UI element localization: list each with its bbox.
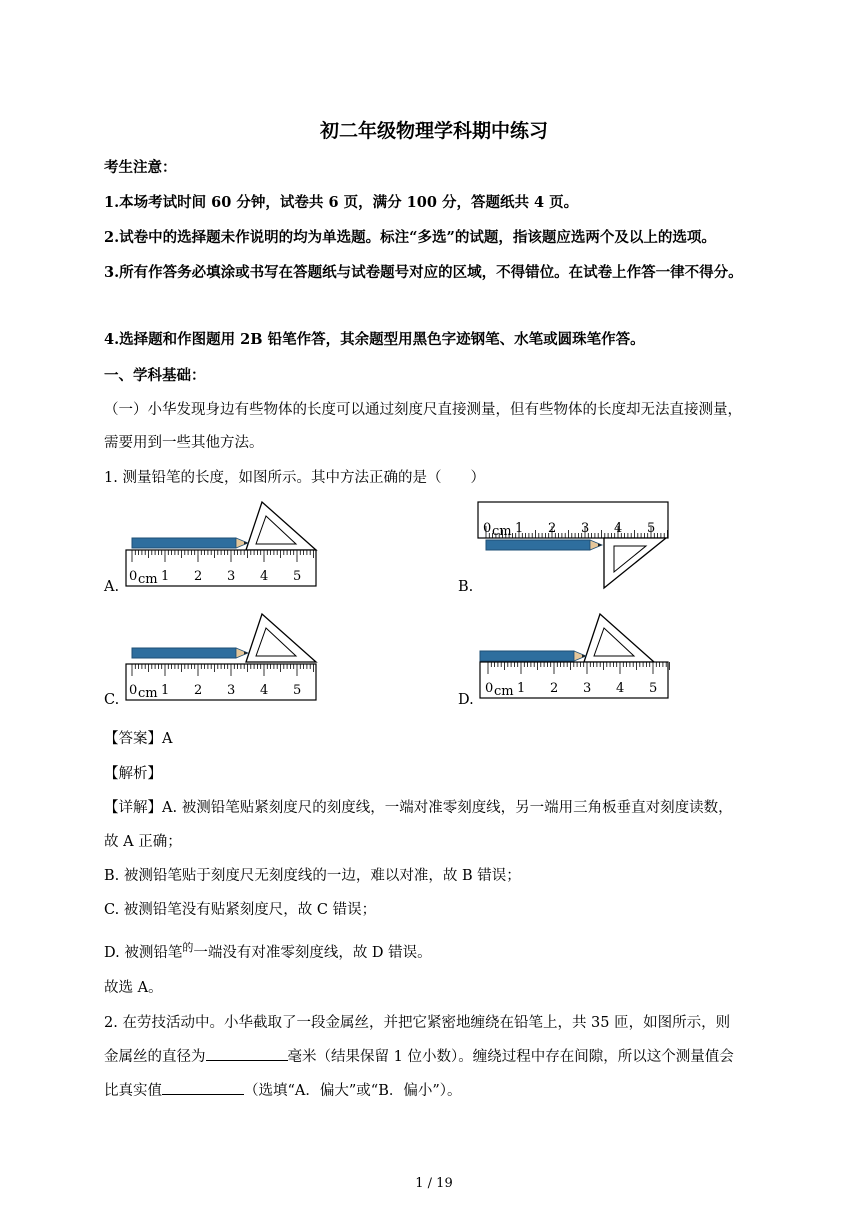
ruler-number: 2 [550, 681, 559, 696]
option-c-figure [124, 612, 324, 704]
ruler-number: 4 [260, 569, 269, 584]
notice-item-4: 4.选择题和作图题用 2B 铅笔作答，其余题型用黑色字迹钢笔、水笔或圆珠笔作答。 [104, 331, 645, 348]
triangle-ruler [604, 538, 666, 588]
ruler-number: 0 [129, 683, 138, 698]
ruler-unit: cm [492, 524, 512, 539]
detail-line-2: 故 A 正确； [104, 834, 182, 850]
ruler-number: 2 [548, 521, 557, 536]
q2-text-d: （选填“A．偏大”或“B．偏小”）。 [244, 1083, 462, 1099]
ruler-number: 1 [515, 521, 524, 536]
analysis-label: 【解析】 [104, 766, 162, 782]
ruler-number: 3 [227, 569, 236, 584]
question-1-stem: 1. 测量铅笔的长度，如图所示。其中方法正确的是（ ） [104, 470, 485, 486]
question-2-line-2 [104, 1045, 734, 1066]
triangle-ruler [584, 614, 654, 662]
ruler-unit: cm [494, 684, 514, 699]
pencil [486, 540, 602, 550]
section-intro-1: （一）小华发现身边有些物体的长度可以通过刻度尺直接测量，但有些物体的长度却无法直接测量， [104, 402, 742, 418]
ruler-unit: cm [138, 686, 158, 701]
ruler-number: 0 [129, 569, 138, 584]
detail-b: B. 被测铅笔贴于刻度尺无刻度线的一边，难以对准，故 B 错误； [104, 868, 521, 884]
pencil [480, 651, 586, 661]
pencil [132, 648, 248, 658]
detail-c: C. 被测铅笔没有贴紧刻度尺，故 C 错误； [104, 902, 377, 918]
q2-text-a: 金属丝的直径为 [104, 1049, 206, 1065]
section-heading: 一、学科基础： [104, 367, 206, 384]
notice-heading: 考生注意： [104, 159, 177, 176]
answer: 【答案】A [104, 731, 173, 747]
detail-line-1: 【详解】A. 被测铅笔贴紧刻度尺的刻度线，一端对准零刻度线，另一端用三角板垂直对刻度读数， [104, 800, 733, 816]
page-title: 初二年级物理学科期中练习 [319, 120, 548, 142]
ruler-number: 3 [227, 683, 236, 698]
ruler-number: 4 [614, 521, 623, 536]
diameter-blank[interactable] [206, 1046, 288, 1061]
triangle-ruler [246, 502, 316, 550]
notice-item-1: 1.本场考试时间 60 分钟，试卷共 6 页，满分 100 分，答题纸共 4 页。 [104, 194, 579, 211]
notice-item-3: 3.所有作答务必填涂或书写在答题纸与试卷题号对应的区域，不得错位。在试卷上作答一律不得分。 [104, 264, 743, 281]
ruler-number: 1 [517, 681, 526, 696]
pencil [132, 538, 248, 548]
option-b-figure [474, 498, 674, 594]
question-2-line-1: 2. 在劳技活动中。小华截取了一段金属丝，并把它紧密地缠绕在铅笔上，共 35 匝，如图所示，则 [104, 1015, 731, 1031]
ruler-number: 0 [483, 521, 492, 536]
detail-d-prefix: D. 被测铅笔 [104, 945, 183, 961]
option-c-label: C. [104, 692, 120, 708]
section-intro-2: 需要用到一些其他方法。 [104, 435, 264, 451]
q2-text-c: 比真实值 [104, 1083, 162, 1099]
ruler-number: 0 [485, 681, 494, 696]
ruler-number: 5 [647, 521, 656, 536]
question-2-line-3 [104, 1079, 462, 1100]
triangle-ruler [246, 614, 316, 662]
ruler-number: 3 [583, 681, 592, 696]
option-d-label: D. [458, 692, 474, 708]
ruler-number: 3 [581, 521, 590, 536]
conclusion: 故选 A。 [104, 980, 163, 996]
detail-d-suffix: 一端没有对准零刻度线，故 D 错误。 [193, 945, 432, 961]
page-number: 1 / 19 [415, 1176, 453, 1191]
option-a-label: A. [104, 579, 120, 595]
ruler-number: 5 [649, 681, 658, 696]
option-d-figure [476, 612, 676, 704]
q2-text-b: 毫米（结果保留 1 位小数）。缠绕过程中存在间隙，所以这个测量值会 [287, 1049, 734, 1065]
ruler-unit: cm [138, 572, 158, 587]
ruler-number: 1 [161, 569, 170, 584]
ruler-number: 1 [161, 683, 170, 698]
ruler-number: 5 [293, 569, 302, 584]
notice-item-2: 2.试卷中的选择题未作说明的均为单选题。标注“多选”的试题，指该题应选两个及以上的选项。 [104, 229, 716, 246]
ruler-number: 2 [194, 683, 203, 698]
option-a-figure [124, 500, 324, 592]
ruler-number: 5 [293, 683, 302, 698]
detail-d [104, 939, 432, 962]
detail-d-sup: 的 [182, 941, 194, 954]
ruler-number: 4 [260, 683, 269, 698]
ruler-number: 4 [616, 681, 625, 696]
comparison-blank[interactable] [162, 1080, 244, 1095]
option-b-label: B. [458, 579, 474, 595]
ruler-number: 2 [194, 569, 203, 584]
